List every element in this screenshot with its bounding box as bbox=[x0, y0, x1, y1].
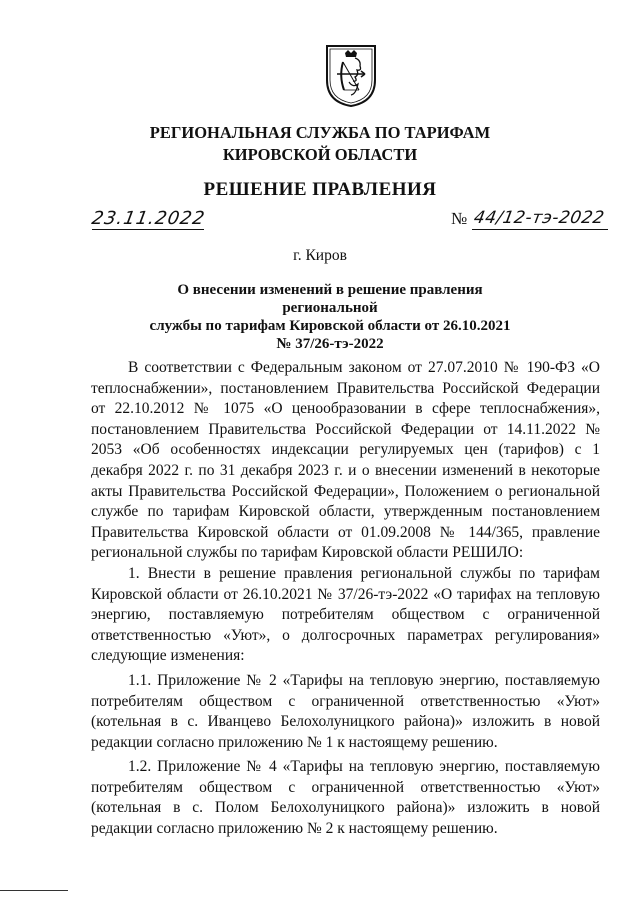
subject-line-1: О внесении изменений в решение правления региональной bbox=[177, 282, 483, 316]
subject-line-2: службы по тарифам Кировской области от 26.10.2021 bbox=[149, 318, 511, 334]
item-1-2-paragraph: 1.2. Приложение № 4 «Тарифы на тепловую энергию, поставляемую потребителям обществом с ограниченной ответственностью «Уют» (котельная в с. Полом Белохолуницкого района)» изложить в новой редакции согласно приложению № 2 к настоящему решению. bbox=[91, 758, 600, 838]
kirov-oblast-coat-of-arms-icon bbox=[325, 44, 377, 108]
item-1-1-paragraph: 1.1. Приложение № 2 «Тарифы на тепловую энергию, поставляемую потребителям обществом с ограниченной ответственностью «Уют» (котельная в с. Иванцево Белохолуницкого района)» изложить в новой редакции согласно приложению № 1 к настоящему решению. bbox=[91, 671, 600, 751]
document-date: 23.11.2022 bbox=[90, 208, 207, 229]
preamble-paragraph: В соответствии с Федеральным законом от 27.07.2010 № 190-ФЗ «О теплоснабжении», постановлением Правительства Российской Федерации от 22.10.2012 № 1075 «О ценообразовании в сфере теплоснабжения», постановлением Правительства Российской Федерации от 14.11.2022 № 2053 «Об особенностях индексации регулируемых цен (тарифов) с 1 декабря 2022 г. по 31 декабря 2023 г. и о внесении изменений в некоторые акты Правительства Российской Федерации», Положением о региональной службе по тарифам Кировской области, утвержденным постановлением Правительства Кировской области от 01.09.2008 № 144/365, правление региональной службы по тарифам Кировской области РЕШИЛО: bbox=[91, 359, 600, 562]
footnote-separator bbox=[0, 890, 68, 891]
organization-name-line-2: КИРОВСКОЙ ОБЛАСТИ bbox=[222, 145, 418, 164]
document-body bbox=[91, 358, 600, 840]
organization-name bbox=[0, 122, 640, 166]
number-sign: № bbox=[451, 209, 468, 228]
city: г. Киров bbox=[293, 247, 347, 264]
number-underline bbox=[472, 229, 608, 230]
date-underline bbox=[92, 229, 204, 230]
subject-line-3: № 37/26-тэ-2022 bbox=[276, 336, 384, 352]
document-type: РЕШЕНИЕ ПРАВЛЕНИЯ bbox=[203, 179, 437, 200]
document-subject bbox=[140, 281, 520, 353]
document-number: 44/12-тэ-2022 bbox=[472, 208, 607, 228]
organization-name-line-1: РЕГИОНАЛЬНАЯ СЛУЖБА ПО ТАРИФАМ bbox=[149, 123, 491, 142]
item-1-paragraph: 1. Внести в решение правления региональной службы по тарифам Кировской области от 26.10.2021 № 37/26-тэ-2022 «О тарифах на тепловую энергию, поставляемую потребителям обществом с ограниченной ответственностью «Уют», о долгосрочных параметрах регулирования» следующие изменения: bbox=[91, 564, 600, 665]
